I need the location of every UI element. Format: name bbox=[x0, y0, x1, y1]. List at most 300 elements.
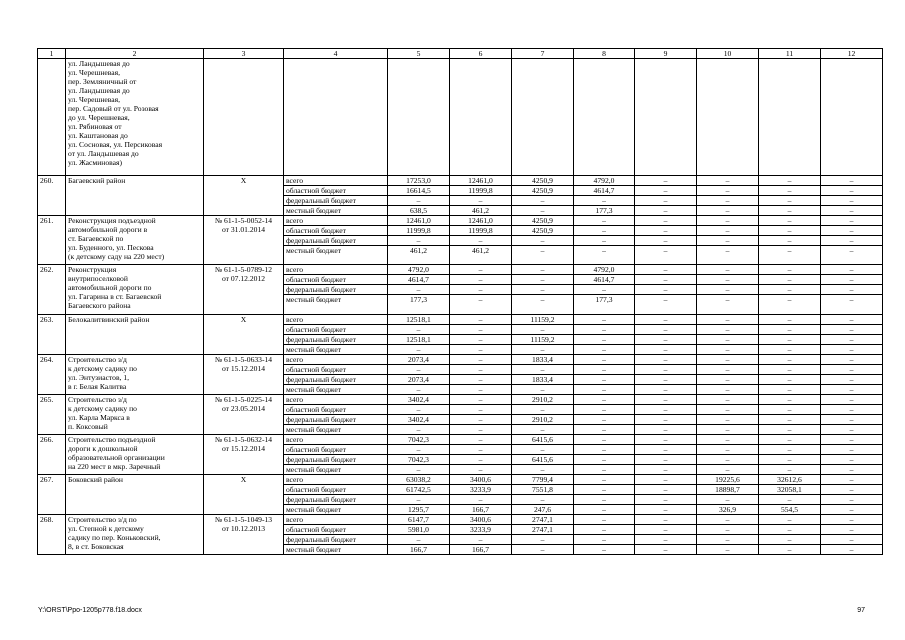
value-cell: 7799,4 bbox=[512, 474, 574, 484]
value-cell: – bbox=[574, 354, 635, 364]
value-cell: – bbox=[450, 464, 512, 474]
value-cell: – bbox=[574, 236, 635, 246]
budget-type-cell: местный бюджет bbox=[284, 344, 388, 354]
budget-type-cell: федеральный бюджет bbox=[284, 334, 388, 344]
value-cell: – bbox=[388, 384, 450, 394]
value-cell: 4614,7 bbox=[574, 186, 635, 196]
value-cell: – bbox=[450, 295, 512, 314]
value-cell: – bbox=[450, 275, 512, 285]
value-cell: – bbox=[759, 364, 821, 374]
value-cell: 4614,7 bbox=[574, 275, 635, 285]
value-cell: – bbox=[574, 504, 635, 514]
row-number-cell: 263. bbox=[38, 314, 66, 354]
value-cell: – bbox=[697, 275, 759, 285]
value-cell: 4250,9 bbox=[512, 176, 574, 186]
value-cell: – bbox=[697, 334, 759, 344]
value-cell: – bbox=[821, 236, 883, 246]
document-line: № 61-1-5-1049-13 bbox=[214, 514, 273, 524]
value-cell: – bbox=[635, 265, 697, 275]
value-cell: – bbox=[821, 295, 883, 314]
row-number-cell: 260. bbox=[38, 176, 66, 216]
value-cell: – bbox=[759, 275, 821, 285]
value-cell: – bbox=[574, 285, 635, 295]
value-cell: 6147,7 bbox=[388, 514, 450, 524]
value-cell: 4792,0 bbox=[574, 176, 635, 186]
value-cell: 63038,2 bbox=[388, 474, 450, 484]
value-cell: 2747,1 bbox=[512, 524, 574, 534]
document-line: от 10.12.2013 bbox=[221, 523, 266, 533]
value-cell: – bbox=[635, 414, 697, 424]
value-cell: – bbox=[450, 444, 512, 454]
value-cell: – bbox=[821, 226, 883, 236]
value-cell: – bbox=[635, 434, 697, 444]
column-header: 11 bbox=[759, 49, 821, 59]
value-cell: – bbox=[388, 494, 450, 504]
document-line: № 61-1-5-0052-14 bbox=[214, 216, 273, 226]
value-cell: – bbox=[450, 374, 512, 384]
value-cell: – bbox=[574, 314, 635, 324]
value-cell: – bbox=[635, 464, 697, 474]
object-name-cell bbox=[66, 474, 204, 514]
value-cell: – bbox=[574, 384, 635, 394]
row-number-cell: 266. bbox=[38, 434, 66, 474]
value-cell: – bbox=[821, 364, 883, 374]
document-cell bbox=[204, 354, 284, 394]
value-cell: – bbox=[697, 265, 759, 275]
row-number-cell: 262. bbox=[38, 265, 66, 314]
value-cell: – bbox=[759, 494, 821, 504]
value-cell: – bbox=[635, 344, 697, 354]
table-row bbox=[38, 176, 883, 186]
value-cell: 11999,8 bbox=[450, 186, 512, 196]
value-cell: – bbox=[450, 354, 512, 364]
value-cell: – bbox=[821, 444, 883, 454]
value-cell: 2910,2 bbox=[512, 414, 574, 424]
continuation-line: ул. Ландышевая до bbox=[68, 86, 130, 95]
column-header: 9 bbox=[635, 49, 697, 59]
value-cell: – bbox=[450, 334, 512, 344]
value-cell: – bbox=[512, 384, 574, 394]
object-name-line: ул. Гагарина в ст. Багаевской bbox=[68, 292, 162, 302]
value-cell: 12461,0 bbox=[388, 216, 450, 226]
document-cell bbox=[204, 265, 284, 314]
value-cell: – bbox=[512, 206, 574, 216]
value-cell: – bbox=[759, 314, 821, 324]
value-cell: – bbox=[635, 404, 697, 414]
row-number-cell: 261. bbox=[38, 216, 66, 265]
document-line: от 31.01.2014 bbox=[221, 225, 266, 235]
value-cell: 12518,1 bbox=[388, 334, 450, 344]
value-cell: – bbox=[574, 514, 635, 524]
value-cell: 2910,2 bbox=[512, 394, 574, 404]
value-cell: – bbox=[450, 414, 512, 424]
value-cell: 2073,4 bbox=[388, 374, 450, 384]
value-cell: – bbox=[821, 324, 883, 334]
value-cell: – bbox=[759, 344, 821, 354]
value-cell: – bbox=[635, 494, 697, 504]
value-cell: 18898,7 bbox=[697, 484, 759, 494]
value-cell: 16614,5 bbox=[388, 186, 450, 196]
value-cell: – bbox=[574, 474, 635, 484]
value-cell: – bbox=[450, 236, 512, 246]
empty-cell bbox=[821, 59, 883, 176]
document-cell bbox=[204, 434, 284, 474]
document-line: от 07.12.2012 bbox=[221, 274, 266, 284]
empty-cell bbox=[450, 59, 512, 176]
value-cell: – bbox=[574, 544, 635, 554]
value-cell: – bbox=[512, 196, 574, 206]
object-name-line: Боковский район bbox=[68, 474, 123, 484]
value-cell: – bbox=[697, 434, 759, 444]
value-cell: – bbox=[635, 444, 697, 454]
value-cell: – bbox=[512, 464, 574, 474]
object-name-line: Строительство з/д bbox=[68, 394, 127, 404]
value-cell: – bbox=[759, 334, 821, 344]
value-cell: – bbox=[574, 414, 635, 424]
value-cell: – bbox=[821, 206, 883, 216]
value-cell: – bbox=[697, 314, 759, 324]
column-header: 1 bbox=[38, 49, 66, 59]
value-cell: – bbox=[450, 314, 512, 324]
budget-type-cell: всего bbox=[284, 265, 388, 275]
value-cell: – bbox=[697, 186, 759, 196]
column-header: 10 bbox=[697, 49, 759, 59]
value-cell: – bbox=[635, 324, 697, 334]
value-cell: – bbox=[697, 196, 759, 206]
continuation-line: пер. Земляничный от bbox=[68, 77, 137, 86]
value-cell: – bbox=[388, 424, 450, 434]
value-cell: – bbox=[697, 384, 759, 394]
value-cell: – bbox=[821, 434, 883, 444]
value-cell: – bbox=[574, 424, 635, 434]
value-cell: 177,3 bbox=[574, 206, 635, 216]
value-cell: – bbox=[512, 494, 574, 504]
value-cell: – bbox=[697, 454, 759, 464]
value-cell: 461,2 bbox=[388, 246, 450, 265]
value-cell: 12518,1 bbox=[388, 314, 450, 324]
budget-type-cell: областной бюджет bbox=[284, 186, 388, 196]
row-number-cell: 268. bbox=[38, 514, 66, 554]
value-cell: – bbox=[450, 196, 512, 206]
value-cell: – bbox=[821, 314, 883, 324]
value-cell: – bbox=[821, 404, 883, 414]
value-cell: – bbox=[574, 524, 635, 534]
value-cell: – bbox=[574, 454, 635, 464]
object-name-line: п. Коксовый bbox=[68, 421, 108, 431]
document-line: от 15.12.2014 bbox=[221, 363, 266, 373]
value-cell: – bbox=[759, 226, 821, 236]
empty-cell bbox=[284, 59, 388, 176]
value-cell: – bbox=[574, 464, 635, 474]
value-cell: 11999,8 bbox=[450, 226, 512, 236]
value-cell: 61742,5 bbox=[388, 484, 450, 494]
object-name-line: образовательной организации bbox=[68, 452, 165, 462]
continuation-line: ул. Черешневая, bbox=[68, 68, 121, 77]
value-cell: – bbox=[759, 186, 821, 196]
value-cell: – bbox=[512, 444, 574, 454]
budget-type-cell: местный бюджет bbox=[284, 295, 388, 314]
object-name-cell bbox=[66, 314, 204, 354]
budget-type-cell: всего bbox=[284, 314, 388, 324]
empty-cell bbox=[697, 59, 759, 176]
value-cell: – bbox=[574, 534, 635, 544]
value-cell: – bbox=[574, 196, 635, 206]
value-cell: – bbox=[635, 424, 697, 434]
value-cell: – bbox=[697, 424, 759, 434]
value-cell: 3400,6 bbox=[450, 474, 512, 484]
budget-type-cell: местный бюджет bbox=[284, 464, 388, 474]
object-name-line: Белокалитвинский район bbox=[68, 314, 150, 324]
budget-type-cell: местный бюджет bbox=[284, 206, 388, 216]
value-cell: – bbox=[450, 494, 512, 504]
table-row bbox=[38, 265, 883, 275]
object-name-line: Багаевского района bbox=[68, 301, 131, 311]
value-cell: – bbox=[635, 196, 697, 206]
value-cell: 17253,0 bbox=[388, 176, 450, 186]
value-cell: 4250,9 bbox=[512, 226, 574, 236]
continuation-line: ул. Рябиновая от bbox=[68, 122, 122, 131]
value-cell: – bbox=[759, 454, 821, 464]
value-cell: – bbox=[821, 196, 883, 206]
budget-type-cell: областной бюджет bbox=[284, 444, 388, 454]
value-cell: – bbox=[574, 344, 635, 354]
value-cell: – bbox=[574, 334, 635, 344]
value-cell: – bbox=[821, 246, 883, 265]
budget-type-cell: местный бюджет bbox=[284, 246, 388, 265]
object-name-line: ул. Буденного, ул. Пескова bbox=[68, 243, 154, 253]
continuation-line: от ул. Ландышевая до bbox=[68, 149, 139, 158]
value-cell: – bbox=[821, 464, 883, 474]
value-cell: – bbox=[635, 394, 697, 404]
budget-type-cell: областной бюджет bbox=[284, 226, 388, 236]
budget-type-cell: всего bbox=[284, 474, 388, 484]
value-cell: 247,6 bbox=[512, 504, 574, 514]
value-cell: – bbox=[821, 176, 883, 186]
value-cell: – bbox=[697, 544, 759, 554]
value-cell: – bbox=[450, 394, 512, 404]
value-cell: – bbox=[821, 265, 883, 275]
value-cell: – bbox=[512, 344, 574, 354]
continuation-line: ул. Жасминовая) bbox=[68, 158, 123, 167]
document-cell bbox=[204, 514, 284, 554]
budget-type-cell: местный бюджет bbox=[284, 424, 388, 434]
value-cell: – bbox=[450, 424, 512, 434]
value-cell: 177,3 bbox=[388, 295, 450, 314]
table-row bbox=[38, 434, 883, 444]
object-name-line: к детскому садику по bbox=[68, 363, 137, 373]
value-cell: – bbox=[635, 524, 697, 534]
value-cell: – bbox=[759, 394, 821, 404]
document-cell bbox=[204, 474, 284, 514]
budget-type-cell: областной бюджет bbox=[284, 404, 388, 414]
value-cell: – bbox=[635, 285, 697, 295]
column-header: 3 bbox=[204, 49, 284, 59]
object-name-line: дороги к дошкольной bbox=[68, 443, 138, 453]
value-cell: – bbox=[697, 285, 759, 295]
value-cell: – bbox=[759, 354, 821, 364]
value-cell: – bbox=[450, 454, 512, 464]
document-cell bbox=[204, 216, 284, 265]
value-cell: – bbox=[450, 534, 512, 544]
value-cell: 12461,0 bbox=[450, 216, 512, 226]
row-number-cell: 265. bbox=[38, 394, 66, 434]
continuation-line: пер. Садовый от ул. Розовая bbox=[68, 104, 159, 113]
column-header: 4 bbox=[284, 49, 388, 59]
value-cell: – bbox=[759, 206, 821, 216]
value-cell: – bbox=[697, 364, 759, 374]
value-cell: – bbox=[697, 226, 759, 236]
value-cell: – bbox=[512, 544, 574, 554]
value-cell: 7042,3 bbox=[388, 454, 450, 464]
value-cell: – bbox=[635, 514, 697, 524]
empty-cell bbox=[38, 59, 66, 176]
object-name-line: Строительство подъездной bbox=[68, 434, 156, 444]
value-cell: – bbox=[512, 236, 574, 246]
value-cell: – bbox=[635, 534, 697, 544]
value-cell: 4614,7 bbox=[388, 275, 450, 285]
column-header: 5 bbox=[388, 49, 450, 59]
value-cell: – bbox=[821, 454, 883, 464]
value-cell: – bbox=[759, 524, 821, 534]
document-line: № 61-1-5-0633-14 bbox=[214, 354, 273, 364]
value-cell: – bbox=[821, 354, 883, 364]
value-cell: – bbox=[697, 444, 759, 454]
object-name-line: в г. Белая Калитва bbox=[68, 381, 127, 391]
value-cell: – bbox=[450, 384, 512, 394]
empty-cell bbox=[574, 59, 635, 176]
value-cell: – bbox=[759, 246, 821, 265]
budget-type-cell: областной бюджет bbox=[284, 524, 388, 534]
value-cell: 3233,9 bbox=[450, 484, 512, 494]
value-cell: – bbox=[635, 226, 697, 236]
value-cell: – bbox=[512, 265, 574, 275]
budget-type-cell: федеральный бюджет bbox=[284, 494, 388, 504]
value-cell: – bbox=[635, 275, 697, 285]
table-row bbox=[38, 474, 883, 484]
value-cell: – bbox=[388, 444, 450, 454]
value-cell: – bbox=[697, 344, 759, 354]
continuation-line: ул. Ландышевая до bbox=[68, 59, 130, 68]
value-cell: – bbox=[635, 334, 697, 344]
object-name-line: автомобильной дороги по bbox=[68, 283, 152, 293]
budget-type-cell: всего bbox=[284, 434, 388, 444]
value-cell: – bbox=[388, 364, 450, 374]
value-cell: – bbox=[450, 324, 512, 334]
value-cell: – bbox=[635, 364, 697, 374]
object-name-line: Реконструкция bbox=[68, 265, 117, 275]
value-cell: – bbox=[574, 226, 635, 236]
value-cell: – bbox=[635, 314, 697, 324]
value-cell: – bbox=[635, 374, 697, 384]
value-cell: – bbox=[635, 354, 697, 364]
document-line: от 23.05.2014 bbox=[221, 403, 266, 413]
document-line: Х bbox=[240, 474, 247, 484]
value-cell: – bbox=[388, 196, 450, 206]
table-row bbox=[38, 216, 883, 226]
budget-type-cell: всего bbox=[284, 354, 388, 364]
continuation-text-cell bbox=[66, 59, 204, 176]
value-cell: – bbox=[574, 364, 635, 374]
value-cell: – bbox=[821, 384, 883, 394]
table-row bbox=[38, 354, 883, 364]
value-cell: – bbox=[697, 246, 759, 265]
continuation-line: ул. Сосновая, ул. Персиковая bbox=[68, 140, 163, 149]
budget-type-cell: федеральный бюджет bbox=[284, 236, 388, 246]
budget-table bbox=[37, 48, 883, 555]
value-cell: 638,5 bbox=[388, 206, 450, 216]
value-cell: – bbox=[759, 384, 821, 394]
object-name-line: садику по пер. Коньковский, bbox=[68, 532, 161, 542]
value-cell: 2073,4 bbox=[388, 354, 450, 364]
value-cell: 326,9 bbox=[697, 504, 759, 514]
value-cell: – bbox=[821, 474, 883, 484]
object-name-line: автомобильной дороги в bbox=[68, 225, 148, 235]
value-cell: – bbox=[450, 364, 512, 374]
value-cell: – bbox=[759, 374, 821, 384]
value-cell: – bbox=[697, 324, 759, 334]
value-cell: 5981,0 bbox=[388, 524, 450, 534]
continuation-row bbox=[38, 59, 883, 176]
value-cell: – bbox=[512, 364, 574, 374]
document-line: Х bbox=[240, 176, 247, 186]
budget-type-cell: местный бюджет bbox=[284, 504, 388, 514]
value-cell: – bbox=[450, 344, 512, 354]
document-cell bbox=[204, 176, 284, 216]
value-cell: – bbox=[635, 474, 697, 484]
value-cell: – bbox=[450, 265, 512, 275]
value-cell: 1833,4 bbox=[512, 354, 574, 364]
value-cell: – bbox=[697, 236, 759, 246]
value-cell: – bbox=[697, 494, 759, 504]
value-cell: – bbox=[635, 504, 697, 514]
value-cell: – bbox=[388, 404, 450, 414]
value-cell: – bbox=[759, 534, 821, 544]
table-row bbox=[38, 394, 883, 404]
value-cell: – bbox=[512, 324, 574, 334]
object-name-line: на 220 мест в мкр. Заречный bbox=[68, 461, 161, 471]
value-cell: – bbox=[574, 246, 635, 265]
document-line: № 61-1-5-0225-14 bbox=[214, 394, 273, 404]
value-cell: – bbox=[512, 404, 574, 414]
value-cell: – bbox=[821, 424, 883, 434]
value-cell: – bbox=[759, 514, 821, 524]
value-cell: 32612,6 bbox=[759, 474, 821, 484]
value-cell: – bbox=[759, 236, 821, 246]
empty-cell bbox=[204, 59, 284, 176]
value-cell: – bbox=[697, 354, 759, 364]
value-cell: – bbox=[759, 216, 821, 226]
value-cell: – bbox=[697, 514, 759, 524]
value-cell: 2747,1 bbox=[512, 514, 574, 524]
value-cell: – bbox=[821, 544, 883, 554]
value-cell: – bbox=[821, 344, 883, 354]
object-name-line: ст. Багаевской по bbox=[68, 234, 124, 244]
value-cell: – bbox=[759, 444, 821, 454]
value-cell: 7042,3 bbox=[388, 434, 450, 444]
value-cell: – bbox=[635, 186, 697, 196]
value-cell: 166,7 bbox=[450, 504, 512, 514]
budget-type-cell: областной бюджет bbox=[284, 324, 388, 334]
value-cell: – bbox=[512, 534, 574, 544]
value-cell: 11999,8 bbox=[388, 226, 450, 236]
header-row bbox=[38, 49, 883, 59]
value-cell: – bbox=[759, 414, 821, 424]
value-cell: – bbox=[512, 246, 574, 265]
value-cell: – bbox=[635, 206, 697, 216]
value-cell: 1295,7 bbox=[388, 504, 450, 514]
value-cell: – bbox=[388, 344, 450, 354]
value-cell: 4792,0 bbox=[388, 265, 450, 275]
